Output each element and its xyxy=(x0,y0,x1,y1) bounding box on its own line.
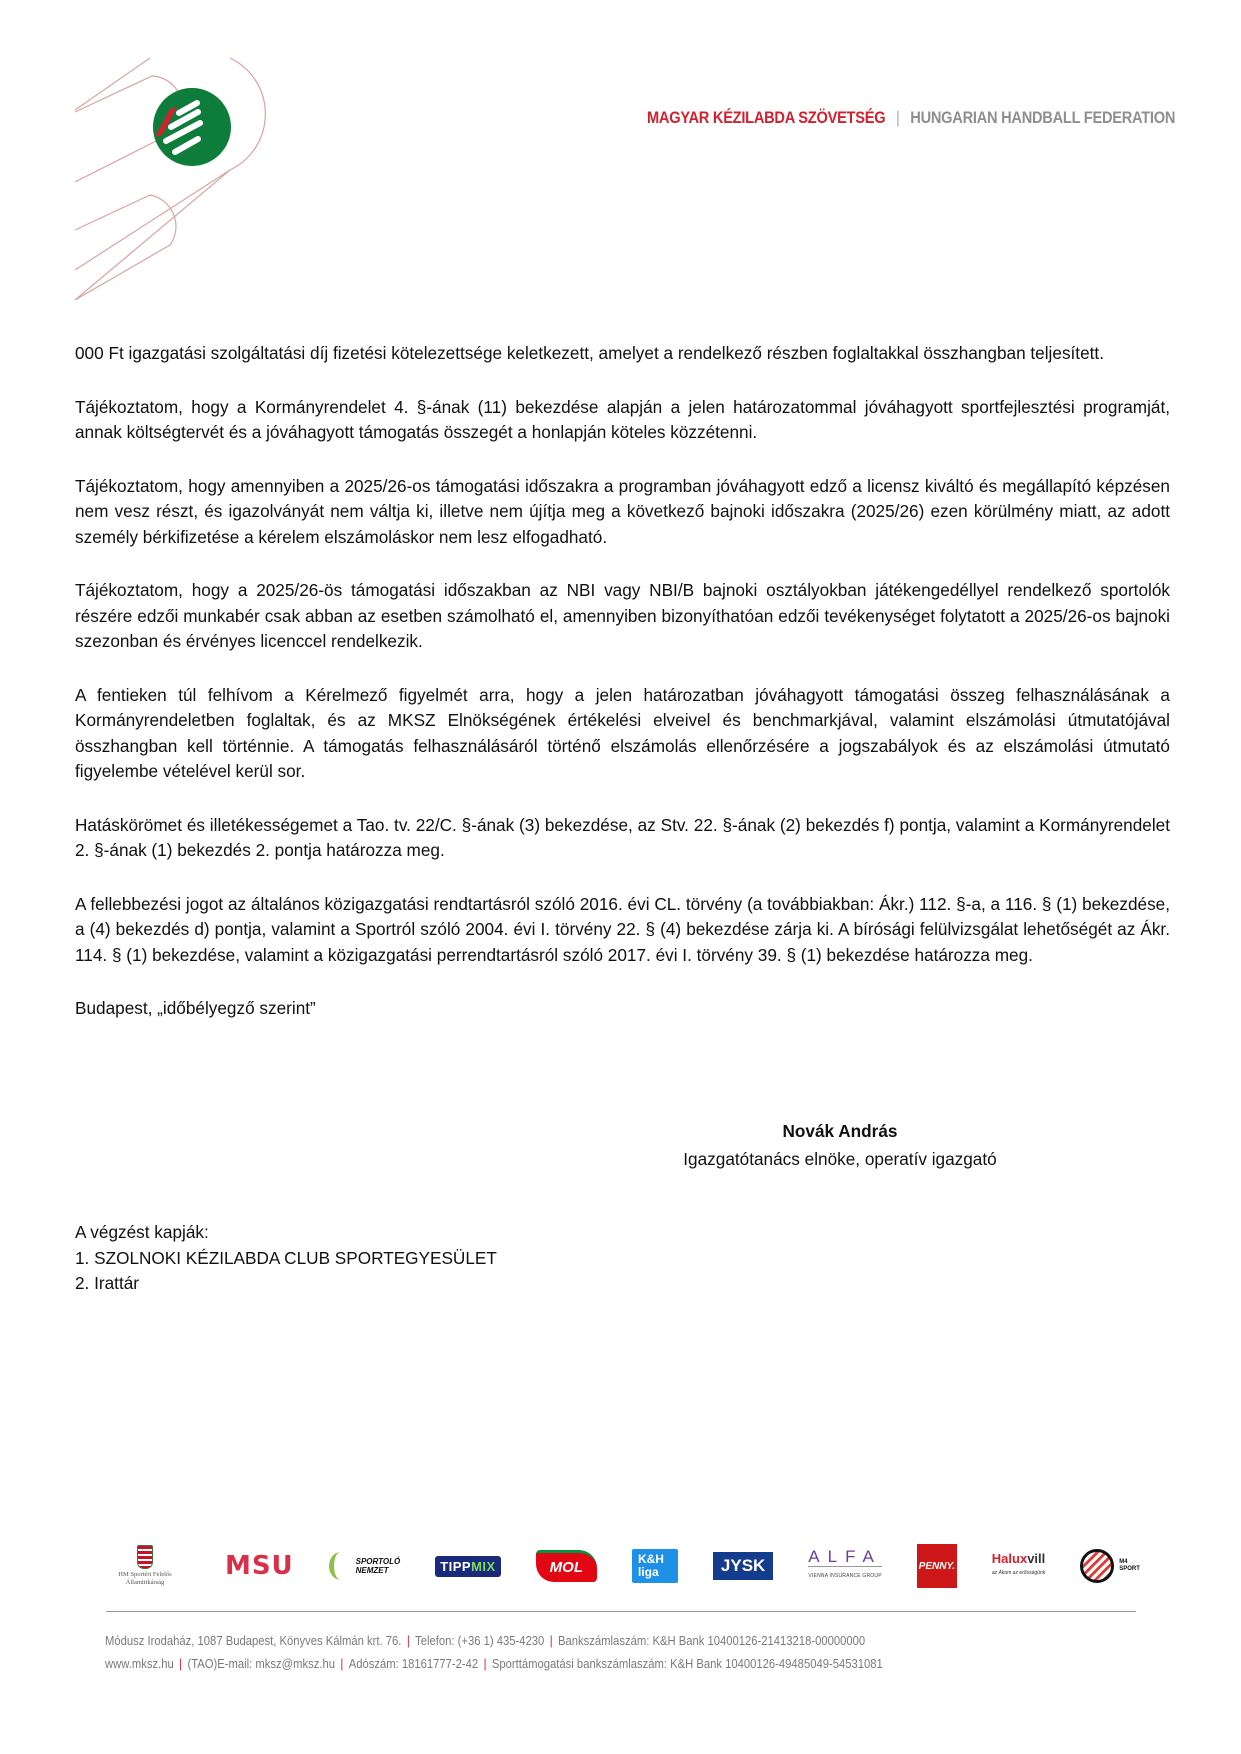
signatory-name: Novák András xyxy=(782,1121,898,1141)
kh-liga-logo: K&H liga xyxy=(632,1543,678,1589)
footer-line-2: www.mksz.hu | (TAO)E-mail: mksz@mksz.hu | Adószám: 18161777-2-42 | Sporttámogatási bankszámlaszám: K&H Bank 10400126-49485049-54531081 xyxy=(105,1657,883,1671)
footer-website-link[interactable]: www.mksz.hu xyxy=(105,1657,174,1671)
m4-sport-logo: M4 SPORT xyxy=(1080,1543,1140,1589)
footer-email[interactable]: (TAO)E-mail: mksz@mksz.hu xyxy=(187,1657,335,1671)
runner-swoosh-icon xyxy=(329,1552,352,1580)
sponsor-logos xyxy=(100,1540,1140,1592)
handball-hand-logo-icon xyxy=(153,88,231,166)
paragraph-fee: 000 Ft igazgatási szolgáltatási díj fizetési kötelezettsége keletkezett, amelyet a rendelkező részben foglaltakkal összhangban teljesített. xyxy=(75,343,1104,363)
date-line: Budapest, „időbélyegző szerint” xyxy=(75,998,316,1018)
paragraph-competence: Hatáskörömet és illetékességemet a Tao. tv. 22/C. §-ának (3) bekezdése, az Stv. 22. §-ának (2) bekezdés f) pontja, valamint a Kormányrendelet 2. §-ának (1) bekezdés 2. pontja határozza meg. xyxy=(75,814,1170,860)
msu-logo: MSU xyxy=(224,1551,294,1581)
org-name-en: HUNGARIAN HANDBALL FEDERATION xyxy=(910,108,1176,127)
footer-bank-account: Bankszámlaszám: K&H Bank 10400126-21413218-00000000 xyxy=(558,1634,866,1648)
paragraph-appeal: A fellebbezési jogot az általános közigazgatási rendtartásról szóló 2016. évi CL. törvény (a továbbiakban: Ákr.) 112. §-a, a 116. § (1) bekezdése, a (4) bekezdés d) pontja, valamint a Sportról szóló 2004. évi I. törvény 22. § (4) bekezdése zárja ki. A bírósági felülvizsgálat lehetőségét az Ákr. 114. § (1) bekezdése, valamint a közigazgatási perrendtartásról szóló 2017. évi I. törvény 39. § (1) bekezdése határozza meg. xyxy=(75,893,1170,965)
letterhead-decoration xyxy=(0,0,320,300)
alfa-logo: ALFA VIENNA INSURANCE GROUP xyxy=(808,1543,882,1589)
paragraph-coach-license: Tájékoztatom, hogy amennyiben a 2025/26-os támogatási időszakra a programban jóváhagyott edző a licensz kiváltó és megállapító képzésen nem vesz részt, és igazolványát nem váltja ki, illetve nem újítja meg a következő bajnoki időszakra (2025/26) ezen körülmény miatt, az adott személy bérkifizetése a kérelem elszámoláskor nem lesz elfogadható. xyxy=(75,475,1170,547)
footer-divider xyxy=(106,1611,1136,1612)
document-body xyxy=(75,341,1170,1050)
decorative-track-lines xyxy=(75,58,265,300)
recipients-heading: A végzést kapják: xyxy=(75,1222,209,1242)
sportolo-nemzet-logo: SPORTOLÓ NEMZET xyxy=(329,1543,401,1589)
footer-phone: Telefon: (+36 1) 435-4230 xyxy=(415,1634,545,1648)
hm-sportert-logo: HM Sportért Felelős Államtitkárság xyxy=(100,1543,190,1589)
footer-line-1: Módusz Irodaház, 1087 Budapest, Könyves Kálmán krt. 76. | Telefon: (+36 1) 435-4230 | Bankszámlaszám: K&H Bank 10400126-21413218-00000000 xyxy=(105,1634,866,1648)
paragraph-coach-wage: Tájékoztatom, hogy a 2025/26-ös támogatási időszakban az NBI vagy NBI/B bajnoki osztályokban játékengedéllyel rendelkező sportolók részére edzői munkabér csak abban az esetben számolható el, amennyiben bizonyíthatóan edzői tevékenységet folytatott a 2025/26-os bajnoki szezonban és érvényes licenccel rendelkezik. xyxy=(75,580,1170,651)
tippmix-logo: TIPPMIX xyxy=(435,1543,501,1589)
signature-block xyxy=(650,1117,1030,1173)
letterhead-separator: | xyxy=(896,108,900,127)
footer-address: Módusz Irodaház, 1087 Budapest, Könyves Kálmán krt. 76. xyxy=(105,1634,402,1648)
org-name-hu: MAGYAR KÉZILABDA SZÖVETSÉG xyxy=(647,108,886,127)
mol-logo: MOL xyxy=(536,1543,597,1589)
recipient-item: 1. SZOLNOKI KÉZILABDA CLUB SPORTEGYESÜLET xyxy=(75,1247,497,1268)
signatory-title: Igazgatótanács elnöke, operatív igazgató xyxy=(683,1149,997,1169)
penny-logo: PENNY. xyxy=(917,1544,957,1588)
recipients-block xyxy=(75,1220,497,1297)
footer-sport-bank-account: Sporttámogatási bankszámlaszám: K&H Bank 10400126-49485049-54531081 xyxy=(491,1657,883,1671)
footer-contact xyxy=(105,1630,1041,1676)
paragraph-publication: Tájékoztatom, hogy a Kormányrendelet 4. §-ának (11) bekezdése alapján a jelen határozatommal jóváhagyott sportfejlesztési programját, annak költségtervét és a jóváhagyott támogatás összegét a honlapján köteles közzétenni. xyxy=(75,396,1170,442)
hungarian-coat-of-arms-icon xyxy=(137,1545,153,1569)
footer-tax-number: Adószám: 18161777-2-42 xyxy=(348,1657,479,1671)
letterhead-title xyxy=(647,108,1175,128)
haluxvill-logo: Haluxvill az Ákom az erősségünk xyxy=(991,1551,1046,1576)
recipient-item: 2. Irattár xyxy=(75,1273,139,1293)
m4-ring-icon xyxy=(1080,1549,1114,1583)
paragraph-usage: A fentieken túl felhívom a Kérelmező figyelmét arra, hogy a jelen határozatban jóváhagyott támogatási összeg felhasználásának a Kormányrendeletben foglaltak, és az MKSZ Elnökségének értékelési elveivel és benchmarkjával, valamint elszámolási útmutatójával összhangban kell történnie. A támogatás felhasználásáról történő elszámolás ellenőrzésére a jogszabályok és az elszámolási útmutató figyelembe vételével kerül sor. xyxy=(75,684,1170,781)
jysk-logo: JYSK xyxy=(713,1543,773,1589)
